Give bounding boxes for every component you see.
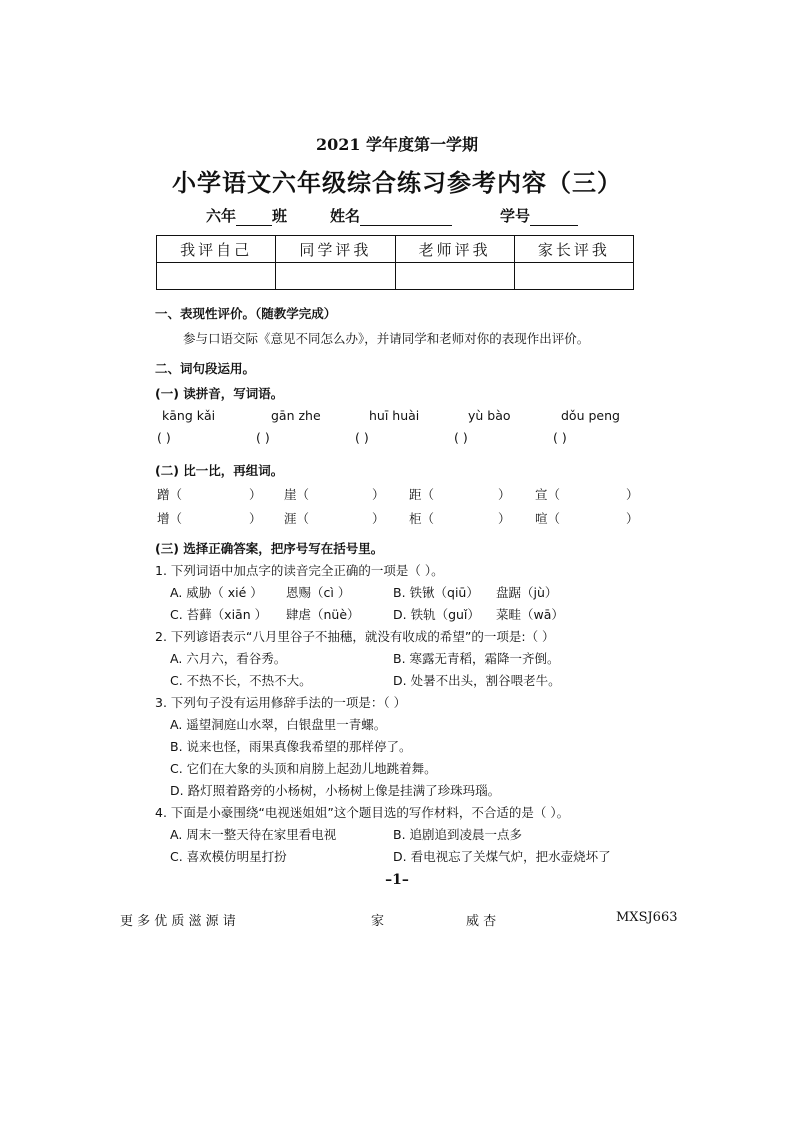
footer-code: MXSJ663 <box>616 910 678 925</box>
compare-3a: 距（ <box>409 487 435 502</box>
answer-box-3[interactable]: ( ) <box>355 430 369 445</box>
page-number: –1– <box>385 872 409 888</box>
section1-heading: 一、表现性评价。（随教学完成） <box>155 306 337 321</box>
grade-label: 六年 <box>206 207 237 225</box>
question-4: 4. 下面是小豪围绕“电视迷姐姐”这个题目选的写作材料，不合适的是（ ）。 <box>155 805 570 820</box>
q3-option-a: A. 遥望洞庭山水翠，白银盘里一青螺。 <box>170 717 387 732</box>
part2-heading: (二) 比一比，再组词。 <box>155 463 284 478</box>
q2-option-d: D. 处暑不出头，割谷喂老牛。 <box>393 673 561 688</box>
section1-text: 参与口语交际《意见不同怎么办》，并请同学和老师对你的表现作出评价。 <box>183 331 590 346</box>
answer-box-5[interactable]: ( ) <box>553 430 567 445</box>
compare-1a: 蹭（ <box>157 487 183 502</box>
class-blank[interactable] <box>236 210 272 226</box>
answer-box-4[interactable]: ( ) <box>454 430 468 445</box>
id-label: 学号 <box>500 207 531 225</box>
q4-option-a: A. 周末一整天待在家里看电视 <box>170 827 337 842</box>
footer-left: 更 多 优 质 滋 源 请 <box>120 914 236 929</box>
q2-option-c: C. 不热不长，不热不大。 <box>170 673 312 688</box>
id-blank[interactable] <box>530 210 578 226</box>
q2-option-b: B. 寒露无青稻，霜降一齐倒。 <box>393 651 560 666</box>
name-field <box>330 205 452 226</box>
compare-2b-close: ） <box>372 511 385 526</box>
class-label: 班 <box>272 207 288 225</box>
eval-cell-classmate[interactable] <box>276 263 395 290</box>
q1-option-c1: C. 苔藓（xiān ） <box>170 607 268 622</box>
compare-2b: 涯（ <box>284 511 310 526</box>
pinyin-4: yù bào <box>468 408 511 423</box>
q1-option-b1: B. 铁锹（qiū） <box>393 585 479 600</box>
compare-3b-close: ） <box>498 511 511 526</box>
eval-header-self: 我评自己 <box>157 236 276 263</box>
eval-cell-self[interactable] <box>157 263 276 290</box>
q3-option-b: B. 说来也怪，雨果真像我希望的那样停了。 <box>170 739 412 754</box>
part1-heading: (一) 读拼音，写词语。 <box>155 386 284 401</box>
eval-header-teacher: 老师评我 <box>395 236 514 263</box>
compare-1a-close: ） <box>249 487 262 502</box>
pinyin-1: kāng kǎi <box>162 408 216 423</box>
question-1: 1. 下列词语中加点字的读音完全正确的一项是（ ）。 <box>155 563 444 578</box>
evaluation-table <box>156 235 634 290</box>
compare-4b: 喧（ <box>535 511 561 526</box>
compare-3a-close: ） <box>498 487 511 502</box>
footer-mid-1: 家 <box>371 914 385 929</box>
q1-option-d2: 菜畦（wā） <box>496 607 564 622</box>
table-input-row <box>157 263 634 290</box>
compare-1b: 增（ <box>157 511 183 526</box>
q3-option-c: C. 它们在大象的头顶和肩膀上起劲儿地跳着舞。 <box>170 761 437 776</box>
answer-box-1[interactable]: ( ) <box>157 430 171 445</box>
year-title: 2021 学年度第一学期 <box>315 135 479 154</box>
q1-option-d1: D. 铁轨（guǐ） <box>393 607 480 622</box>
question-2: 2. 下列谚语表示“八月里谷子不抽穗，就没有收成的希望”的一项是:（ ） <box>155 629 555 644</box>
compare-4a: 宣（ <box>535 487 561 502</box>
name-blank[interactable] <box>360 210 452 226</box>
pinyin-5: dǒu peng <box>561 408 620 423</box>
q4-option-c: C. 喜欢模仿明星打扮 <box>170 849 287 864</box>
q1-option-c2: 肆虐（nüè） <box>286 607 360 622</box>
grade-field <box>206 205 287 226</box>
compare-2a-close: ） <box>372 487 385 502</box>
section2-heading: 二、词句段运用。 <box>155 361 256 376</box>
q1-option-a1: A. 威胁（ xié ） <box>170 585 263 600</box>
part3-heading: (三) 选择正确答案，把序号写在括号里。 <box>155 541 384 556</box>
pinyin-3: huī huài <box>369 408 420 423</box>
q1-option-b2: 盘踞（jù） <box>496 585 558 600</box>
page-title: 小学语文六年级综合练习参考内容（三） <box>172 168 622 197</box>
q1-option-a2: 恩赐（cì ） <box>286 585 351 600</box>
compare-4b-close: ） <box>626 511 639 526</box>
question-3: 3. 下列句子没有运用修辞手法的一项是：（ ） <box>155 695 407 710</box>
q3-option-d: D. 路灯照着路旁的小杨树，小杨树上像是挂满了珍珠玛瑙。 <box>170 783 501 798</box>
compare-2a: 崖（ <box>284 487 310 502</box>
compare-1b-close: ） <box>249 511 262 526</box>
q4-option-d: D. 看电视忘了关煤气炉，把水壶烧坏了 <box>393 849 611 864</box>
table-header-row <box>157 236 634 263</box>
student-id-field <box>500 205 578 226</box>
pinyin-2: gān zhe <box>271 408 321 423</box>
eval-header-parent: 家长评我 <box>514 236 633 263</box>
q4-option-b: B. 追剧追到凌晨一点多 <box>393 827 523 842</box>
eval-header-classmate: 同学评我 <box>276 236 395 263</box>
eval-cell-teacher[interactable] <box>395 263 514 290</box>
q2-option-a: A. 六月六，看谷秀。 <box>170 651 287 666</box>
footer-mid-2: 威 杏 <box>466 914 497 929</box>
compare-3b: 柜（ <box>409 511 435 526</box>
answer-box-2[interactable]: ( ) <box>256 430 270 445</box>
compare-4a-close: ） <box>626 487 639 502</box>
eval-cell-parent[interactable] <box>514 263 633 290</box>
name-label: 姓名 <box>330 207 361 225</box>
